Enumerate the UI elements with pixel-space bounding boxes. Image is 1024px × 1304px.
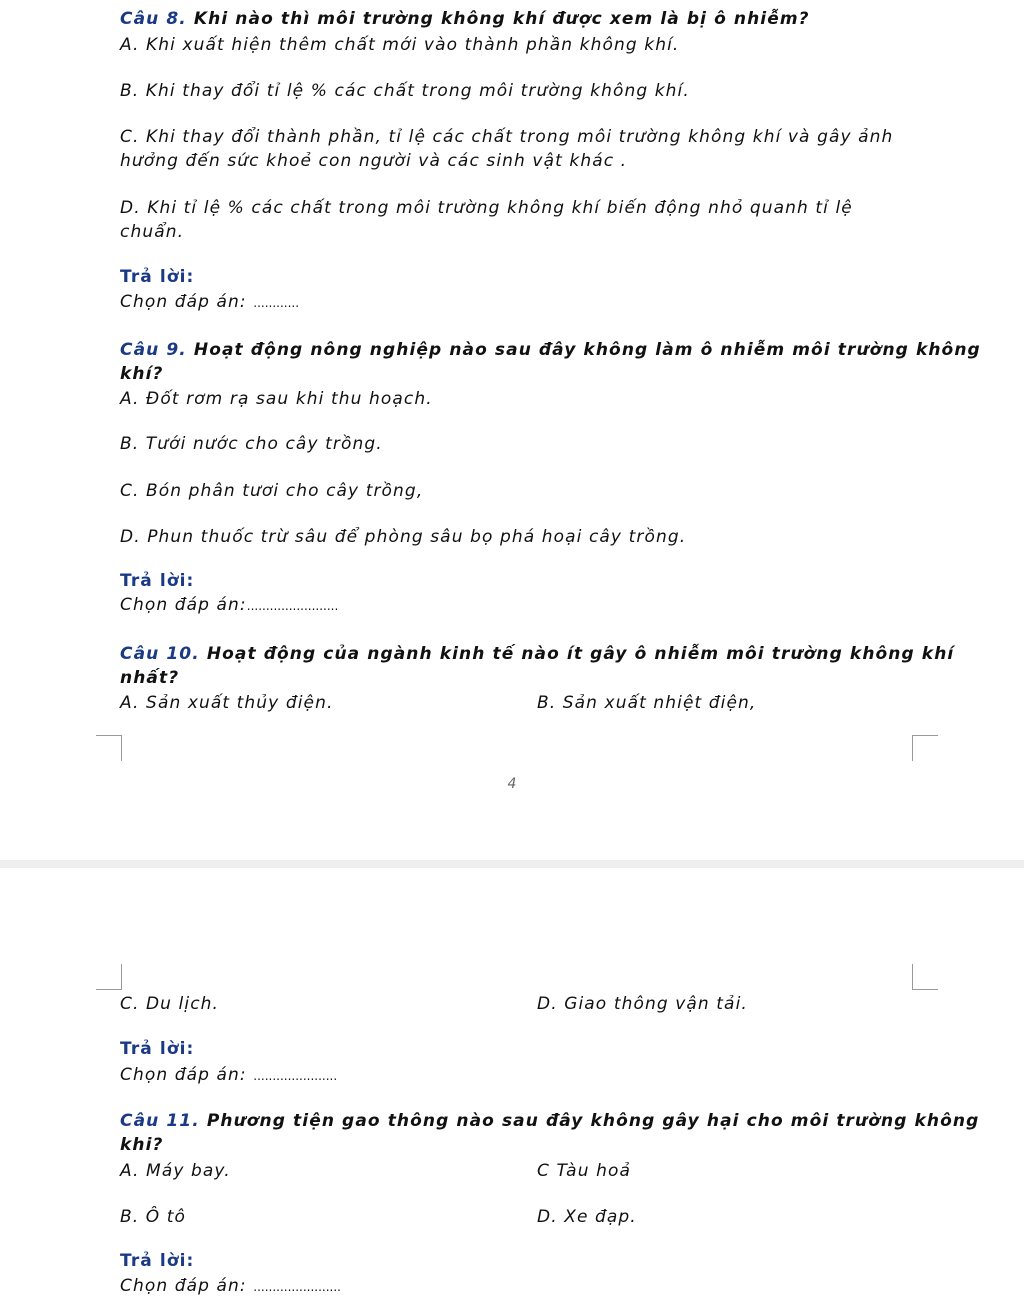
question-10-answer-label: Trả lời: xyxy=(120,1039,195,1059)
document-page-5 xyxy=(0,868,1024,1304)
question-11-answer-blank[interactable]: ....................... xyxy=(253,1280,341,1294)
question-9-answer-label: Trả lời: xyxy=(120,571,195,591)
question-10-option-d: D. Giao thông vận tải. xyxy=(537,994,748,1014)
question-9-text-line1: Hoạt động nông nghiệp nào sau đây không làm ô nhiễm môi trường không xyxy=(186,340,981,360)
question-8-option-d-line2: chuẩn. xyxy=(120,222,185,242)
question-10-option-b: B. Sản xuất nhiệt điện, xyxy=(537,693,757,713)
question-11-option-b: B. Ô tô xyxy=(120,1207,187,1227)
page-number: 4 xyxy=(507,776,517,792)
margin-corner-bottom-left xyxy=(96,735,122,761)
question-9-answer-blank[interactable]: ........................ xyxy=(246,599,339,613)
question-9-option-d: D. Phun thuốc trừ sâu để phòng sâu bọ phá hoại cây trồng. xyxy=(120,527,687,547)
question-9-option-b: B. Tưới nước cho cây trồng. xyxy=(120,434,383,454)
question-9-text-line2: khí? xyxy=(120,364,164,384)
question-10-answer-blank[interactable]: ...................... xyxy=(253,1069,338,1083)
question-10-number: Câu 10. xyxy=(120,644,200,664)
question-8-option-c-line1: C. Khi thay đổi thành phần, tỉ lệ các chất trong môi trường không khí và gây ảnh xyxy=(120,127,894,147)
question-10-option-a: A. Sản xuất thủy điện. xyxy=(120,693,334,713)
question-11-text-line1: Phương tiện gao thông nào sau đây không gây hại cho môi trường không xyxy=(199,1111,980,1131)
question-8-option-d-line1: D. Khi tỉ lệ % các chất trong môi trường không khí biến động nhỏ quanh tỉ lệ xyxy=(120,198,853,218)
question-11-option-c: C Tàu hoả xyxy=(537,1161,631,1181)
question-10-title-line1 xyxy=(120,643,954,665)
question-10-text-line2: nhất? xyxy=(120,668,180,688)
question-8-answer-label: Trả lời: xyxy=(120,267,195,287)
page-separator xyxy=(0,860,1024,868)
question-11-option-a: A. Máy bay. xyxy=(120,1161,231,1181)
margin-corner-bottom-right xyxy=(912,735,938,761)
question-8-text: Khi nào thì môi trường không khí được xem là bị ô nhiễm? xyxy=(186,9,810,29)
question-9-number: Câu 9. xyxy=(120,340,187,360)
question-8-title xyxy=(120,8,810,30)
question-9-option-c: C. Bón phân tươi cho cây trồng, xyxy=(120,481,424,501)
question-8-option-a: A. Khi xuất hiện thêm chất mới vào thành phần không khí. xyxy=(120,35,680,55)
question-10-choose-answer xyxy=(120,1064,337,1087)
question-11-text-line2: khi? xyxy=(120,1135,164,1155)
question-8-choose-text: Chọn đáp án: xyxy=(120,292,254,312)
margin-corner-top-right xyxy=(912,964,938,990)
question-11-option-d: D. Xe đạp. xyxy=(537,1207,637,1227)
question-9-choose-text: Chọn đáp án: xyxy=(120,595,247,615)
margin-corner-top-left xyxy=(96,964,122,990)
question-11-title-line1 xyxy=(120,1110,979,1132)
question-9-choose-answer xyxy=(120,594,338,617)
question-10-option-c: C. Du lịch. xyxy=(120,994,220,1014)
question-8-number: Câu 8. xyxy=(120,9,187,29)
question-8-option-c-line2: hưởng đến sức khoẻ con người và các sinh vật khác . xyxy=(120,151,628,171)
question-11-number: Câu 11. xyxy=(120,1111,200,1131)
question-8-option-b: B. Khi thay đổi tỉ lệ % các chất trong môi trường không khí. xyxy=(120,81,690,101)
question-8-choose-answer xyxy=(120,291,299,314)
question-8-answer-blank[interactable]: ............ xyxy=(253,296,300,310)
question-10-text-line1: Hoạt động của ngành kinh tế nào ít gây ô nhiễm môi trường không khí xyxy=(199,644,955,664)
question-11-choose-text: Chọn đáp án: xyxy=(120,1276,254,1296)
question-11-answer-label: Trả lời: xyxy=(120,1251,195,1271)
question-11-choose-answer xyxy=(120,1275,341,1298)
question-10-choose-text: Chọn đáp án: xyxy=(120,1065,254,1085)
question-9-option-a: A. Đốt rơm rạ sau khi thu hoạch. xyxy=(120,389,433,409)
question-9-title-line1 xyxy=(120,339,981,361)
